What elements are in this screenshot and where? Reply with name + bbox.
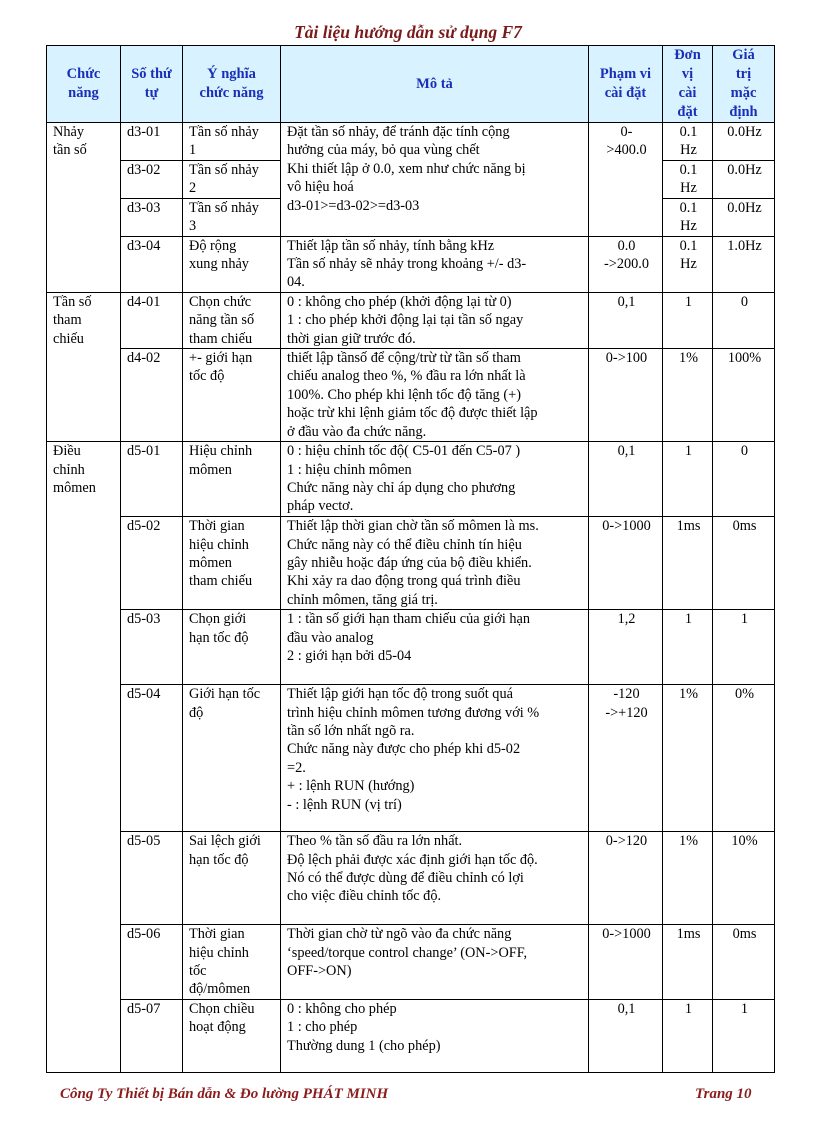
header-description: Mô tả [281, 46, 589, 123]
param-description: 0 : không cho phép (khởi động lại từ 0) 1 : cho phép khởi động lại tại tần số ngay thời gian giữ trước đó. [281, 292, 589, 348]
param-unit: 0.1 Hz [663, 123, 713, 161]
param-name: Tần số nhảy 3 [183, 198, 281, 236]
param-name: Thời gian hiệu chỉnh mômen tham chiếu [183, 517, 281, 610]
table-row [47, 442, 775, 517]
param-description: Thiết lập giới hạn tốc độ trong suốt quá trình hiệu chỉnh mômen tương đương với % tần số lớn nhất ngõ ra. Chức năng này được cho phép khi d5-02 =2. + : lệnh RUN (hướng) - : lệnh RUN (vị trí) [281, 685, 589, 832]
param-default: 100% [713, 349, 775, 442]
header-function: Chức năng [47, 46, 121, 123]
param-unit: 0.1 Hz [663, 236, 713, 292]
param-description: 1 : tần số giới hạn tham chiếu của giới hạn đầu vào analog 2 : giới hạn bởi d5-04 [281, 610, 589, 685]
param-default: 0.0Hz [713, 160, 775, 198]
param-unit: 1 [663, 999, 713, 1072]
table-row [47, 925, 775, 1000]
param-range: 0->1000 [589, 925, 663, 1000]
param-name: Sai lệch giới hạn tốc độ [183, 832, 281, 925]
param-unit: 1 [663, 442, 713, 517]
param-name: Tần số nhảy 1 [183, 123, 281, 161]
param-code: d3-03 [121, 198, 183, 236]
param-name: Chọn chiều hoạt động [183, 999, 281, 1072]
header-number: Số thứ tự [121, 46, 183, 123]
param-code: d5-05 [121, 832, 183, 925]
table-row [47, 517, 775, 610]
param-name: Giới hạn tốc độ [183, 685, 281, 832]
param-name: Chọn giới hạn tốc độ [183, 610, 281, 685]
param-default: 1 [713, 999, 775, 1072]
param-range: 0->120 [589, 832, 663, 925]
header-unit: Đơn vị cài đặt [663, 46, 713, 123]
param-description: Thiết lập thời gian chờ tần số mômen là ms. Chức năng này có thể điều chỉnh tín hiệu gây nhiễu hoặc đáp ứng của bộ điều khiển. Khi xảy ra dao động trong quá trình điều chỉnh mômen, tăng giá trị. [281, 517, 589, 610]
document-title: Tài liệu hướng dẫn sử dụng F7 [294, 22, 522, 42]
param-description: Thời gian chờ từ ngõ vào đa chức năng ‘speed/torque control change’ (ON->OFF, OFF->ON) [281, 925, 589, 1000]
table-row [47, 236, 775, 292]
param-range: 0- >400.0 [589, 123, 663, 237]
param-unit: 1 [663, 292, 713, 348]
table-header-row [47, 46, 775, 123]
param-name: +- giới hạn tốc độ [183, 349, 281, 442]
param-code: d4-01 [121, 292, 183, 348]
param-range: 0,1 [589, 999, 663, 1072]
param-name: Tần số nhảy 2 [183, 160, 281, 198]
parameter-table [46, 45, 775, 1073]
footer-company: Công Ty Thiết bị Bán dẫn & Đo lường PHÁT MINH [60, 1086, 389, 1102]
param-code: d3-01 [121, 123, 183, 161]
table-row [47, 123, 775, 161]
param-code: d5-07 [121, 999, 183, 1072]
table-row [47, 610, 775, 685]
param-range: 0,1 [589, 442, 663, 517]
param-unit: 1 [663, 610, 713, 685]
param-range: 0,1 [589, 292, 663, 348]
param-default: 0% [713, 685, 775, 832]
param-code: d5-04 [121, 685, 183, 832]
param-code: d5-06 [121, 925, 183, 1000]
param-name: Độ rộng xung nhảy [183, 236, 281, 292]
param-unit: 1% [663, 349, 713, 442]
param-name: Chọn chức năng tần số tham chiếu [183, 292, 281, 348]
param-default: 0ms [713, 517, 775, 610]
group-reference-frequency: Tần số tham chiếu [47, 292, 121, 441]
param-code: d5-02 [121, 517, 183, 610]
table-row [47, 832, 775, 925]
param-range: 0->1000 [589, 517, 663, 610]
table-row [47, 292, 775, 348]
param-default: 0 [713, 292, 775, 348]
param-default: 10% [713, 832, 775, 925]
header-default: Giá trị mặc định [713, 46, 775, 123]
table-row [47, 999, 775, 1072]
param-code: d3-02 [121, 160, 183, 198]
param-unit: 1ms [663, 517, 713, 610]
param-unit: 1% [663, 832, 713, 925]
param-range: 0->100 [589, 349, 663, 442]
table-row [47, 685, 775, 832]
param-code: d4-02 [121, 349, 183, 442]
param-default: 0.0Hz [713, 198, 775, 236]
param-unit: 0.1 Hz [663, 160, 713, 198]
param-name: Thời gian hiệu chỉnh tốc độ/mômen [183, 925, 281, 1000]
param-unit: 1ms [663, 925, 713, 1000]
param-default: 1.0Hz [713, 236, 775, 292]
param-default: 0 [713, 442, 775, 517]
param-default: 0ms [713, 925, 775, 1000]
param-code: d5-03 [121, 610, 183, 685]
param-description: Theo % tần số đầu ra lớn nhất. Độ lệch phải được xác định giới hạn tốc độ. Nó có thể được dùng để điều chỉnh có lợi cho việc điều chỉnh tốc độ. [281, 832, 589, 925]
param-description: thiết lập tầnsố để cộng/trừ từ tần số tham chiếu analog theo %, % đầu ra lớn nhất là 100%. Cho phép khi lệnh tốc độ tăng (+) hoặc trừ khi lệnh giảm tốc độ được thiết lập ở đầu vào đa chức năng. [281, 349, 589, 442]
param-default: 0.0Hz [713, 123, 775, 161]
param-code: d5-01 [121, 442, 183, 517]
group-jump-frequency: Nhảy tần số [47, 123, 121, 293]
param-code: d3-04 [121, 236, 183, 292]
footer-page-number: Trang 10 [695, 1086, 752, 1102]
param-name: Hiệu chỉnh mômen [183, 442, 281, 517]
group-torque-control: Điều chỉnh mômen [47, 442, 121, 1073]
header-meaning: Ý nghĩa chức năng [183, 46, 281, 123]
param-range: 0.0 ->200.0 [589, 236, 663, 292]
param-range: -120 ->+120 [589, 685, 663, 832]
param-description: 0 : không cho phép 1 : cho phép Thường dung 1 (cho phép) [281, 999, 589, 1072]
param-description: 0 : hiệu chỉnh tốc độ( C5-01 đến C5-07 ) 1 : hiệu chỉnh mômen Chức năng này chỉ áp dụng cho phương pháp vectơ. [281, 442, 589, 517]
header-range: Phạm vi cài đặt [589, 46, 663, 123]
param-range: 1,2 [589, 610, 663, 685]
param-unit: 1% [663, 685, 713, 832]
param-default: 1 [713, 610, 775, 685]
param-unit: 0.1 Hz [663, 198, 713, 236]
table-row [47, 349, 775, 442]
param-description: Đặt tần số nhảy, để tránh đặc tính cộng hưởng của máy, bỏ qua vùng chết Khi thiết lập ở 0.0, xem như chức năng bị vô hiệu hoá d3-01>=d3-02>=d3-03 [281, 123, 589, 237]
param-description: Thiết lập tần số nhảy, tính bằng kHz Tần số nhảy sẽ nhảy trong khoảng +/- d3- 04. [281, 236, 589, 292]
